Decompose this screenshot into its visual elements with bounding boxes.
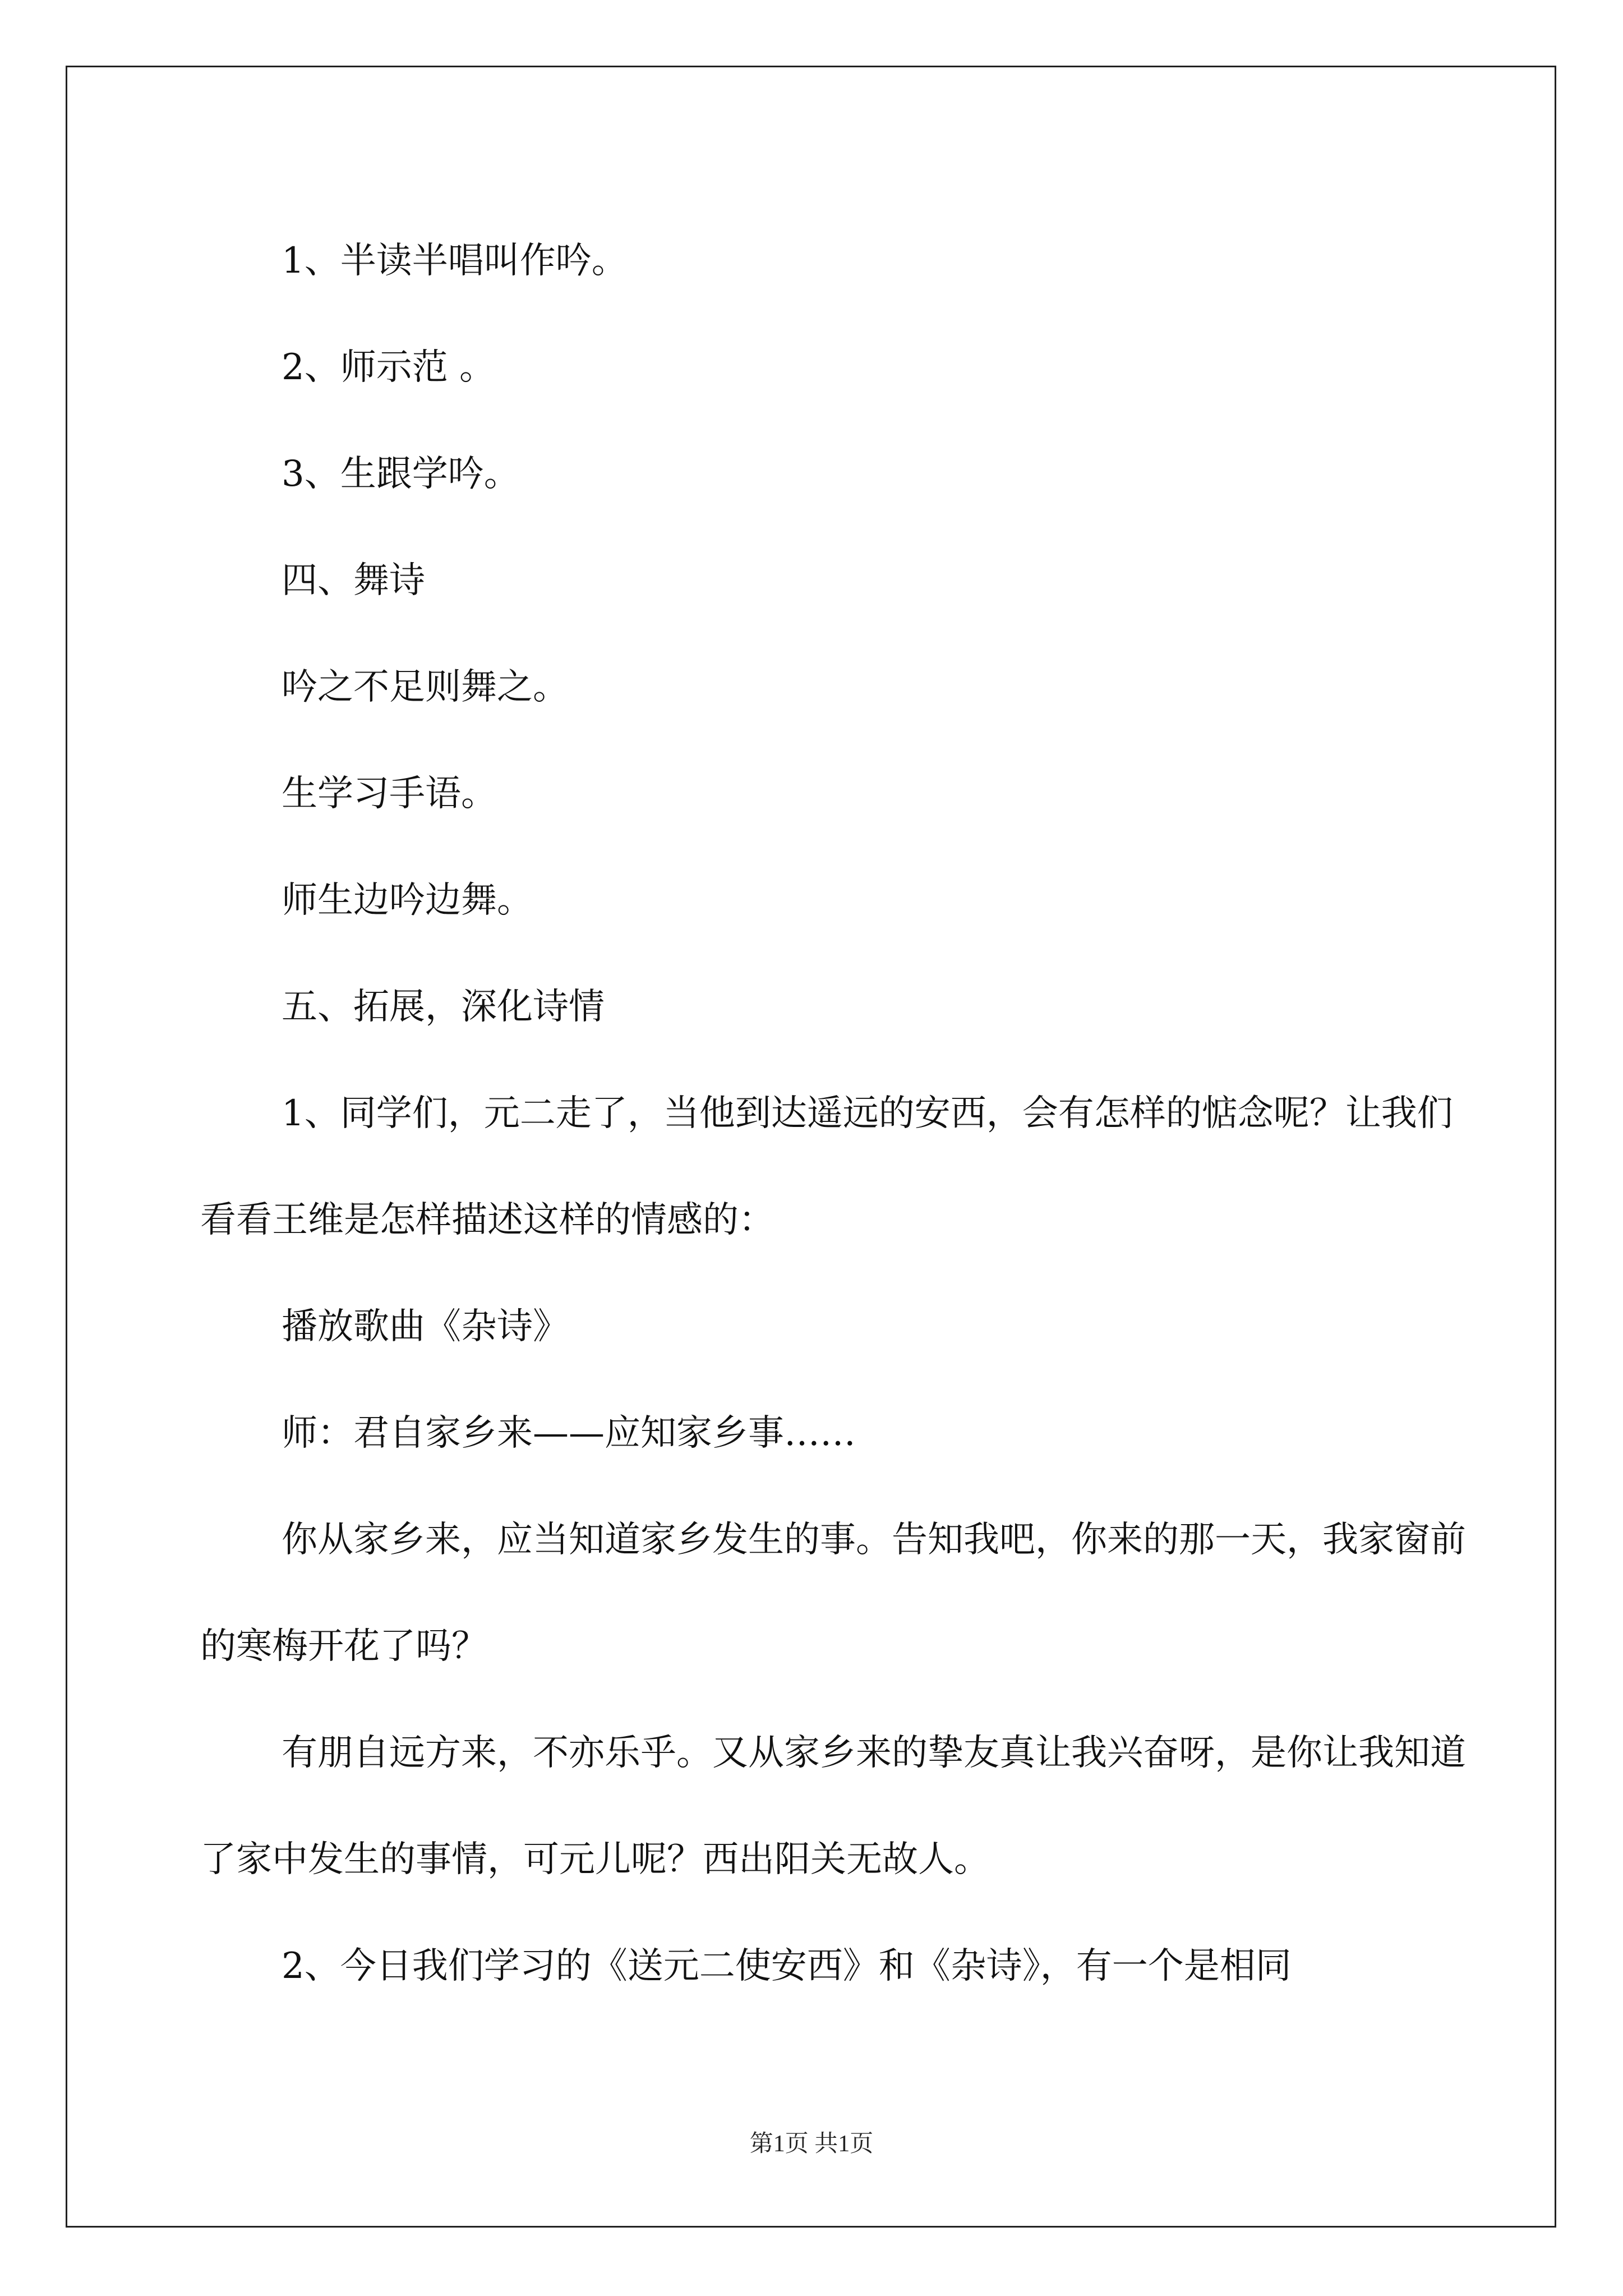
section-heading-4: 四、舞诗 [282,560,425,601]
paragraph-11: 师：君自家乡来——应知家乡事…… [282,1412,856,1454]
paragraph-9: 1、同学们，元二走了，当他到达遥远的安西，会有怎样的惦念呢？让我们看看王维是怎样描述这样的情感的： [200,1093,1453,1241]
page-number-footer: 第1页 共1页 [749,2131,874,2157]
paragraph-1: 1、半读半唱叫作吟。 [282,240,628,282]
section-heading-5: 五、拓展，深化诗情 [282,986,605,1028]
paragraph-13: 有朋自远方来，不亦乐乎。又从家乡来的挚友真让我兴奋呀，是你让我知道了家中发生的事情，可元儿呢？西出阳关无故人。 [200,1732,1466,1880]
paragraph-5: 吟之不足则舞之。 [282,666,569,708]
paragraph-3: 3、生跟学吟。 [282,453,520,495]
paragraph-14: 2、今日我们学习的《送元二使安西》和《杂诗》，有一个是相同 [282,1945,1292,1987]
paragraph-10: 播放歌曲《杂诗》 [282,1306,569,1347]
paragraph-7: 师生边吟边舞。 [282,880,533,921]
document-body [200,208,1479,2019]
paragraph-12: 你从家乡来，应当知道家乡发生的事。告知我吧，你来的那一天，我家窗前的寒梅开花了吗？ [200,1519,1466,1667]
paragraph-2: 2、师示范 。 [282,347,496,388]
paragraph-6: 生学习手语。 [282,773,497,815]
